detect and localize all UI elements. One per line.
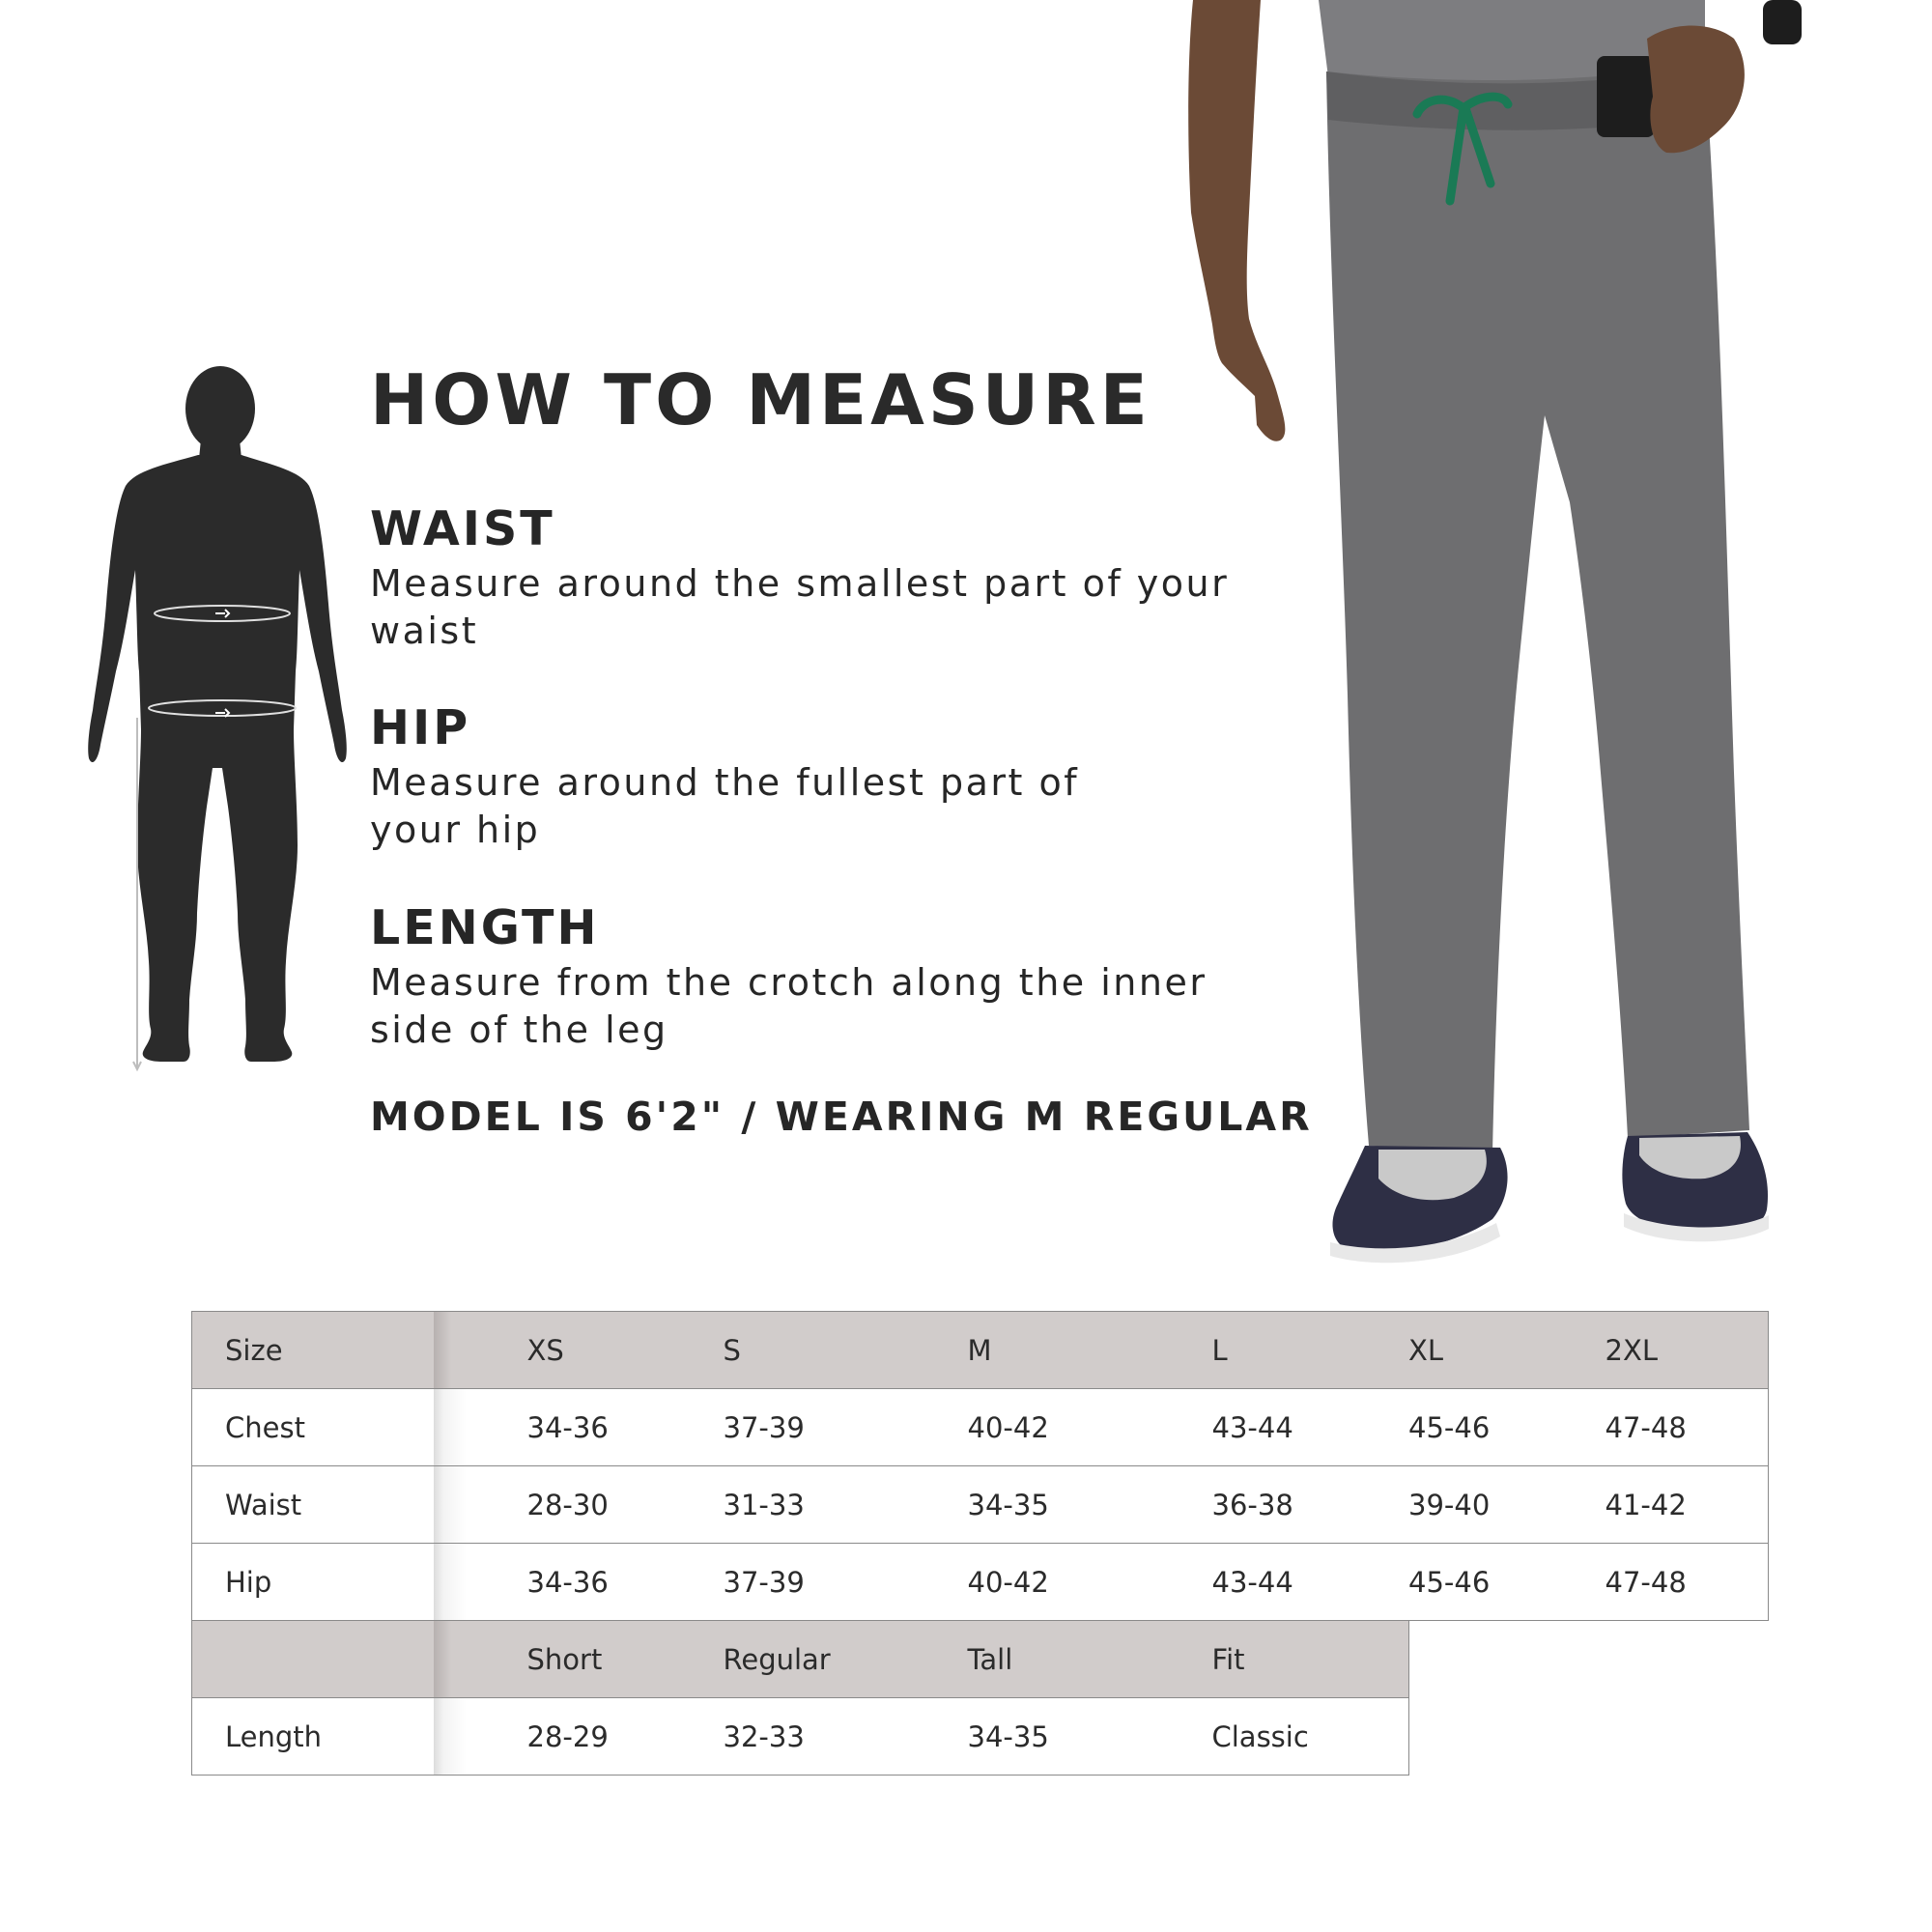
table-row bbox=[192, 1544, 1769, 1621]
table-header-cell: Size bbox=[192, 1312, 434, 1389]
table-cell: 47-48 bbox=[1605, 1544, 1769, 1621]
table-cell: 34-35 bbox=[968, 1466, 1212, 1544]
table-header-cell: Tall bbox=[968, 1621, 1212, 1698]
table-cell: 28-29 bbox=[434, 1698, 724, 1776]
empty-cell bbox=[1408, 1698, 1605, 1776]
table-header-cell: XL bbox=[1408, 1312, 1605, 1389]
table-header-cell: 2XL bbox=[1605, 1312, 1769, 1389]
table-cell: 43-44 bbox=[1212, 1389, 1409, 1466]
size-chart-table bbox=[191, 1311, 1769, 1776]
page-title: HOW TO MEASURE bbox=[370, 359, 1151, 440]
table-header-cell: L bbox=[1212, 1312, 1409, 1389]
table-cell: 40-42 bbox=[968, 1389, 1212, 1466]
model-note: MODEL IS 6'2" / WEARING M REGULAR bbox=[370, 1094, 1313, 1140]
table-header-row bbox=[192, 1312, 1769, 1389]
table-cell: Hip bbox=[192, 1544, 434, 1621]
table-row bbox=[192, 1466, 1769, 1544]
table-cell: 39-40 bbox=[1408, 1466, 1605, 1544]
table-cell: 37-39 bbox=[724, 1544, 968, 1621]
length-header-row bbox=[192, 1621, 1769, 1698]
table-header-cell: M bbox=[968, 1312, 1212, 1389]
hip-section bbox=[370, 701, 1278, 854]
table-header-cell: Short bbox=[434, 1621, 724, 1698]
hip-heading: HIP bbox=[370, 700, 471, 755]
table-cell: 36-38 bbox=[1212, 1466, 1409, 1544]
table-cell: Length bbox=[192, 1698, 434, 1776]
length-description: Measure from the crotch along the inner side of the leg bbox=[370, 961, 1208, 1051]
hip-description: Measure around the fullest part of your hip bbox=[370, 761, 1080, 851]
table-header-cell: XS bbox=[434, 1312, 724, 1389]
table-cell: 43-44 bbox=[1212, 1544, 1409, 1621]
table-header-cell: S bbox=[724, 1312, 968, 1389]
table-cell: 34-36 bbox=[434, 1389, 724, 1466]
empty-cell bbox=[1408, 1621, 1605, 1698]
table-cell: 45-46 bbox=[1408, 1389, 1605, 1466]
table-cell: 34-35 bbox=[968, 1698, 1212, 1776]
waist-description: Measure around the smallest part of your waist bbox=[370, 562, 1230, 652]
table-cell: 40-42 bbox=[968, 1544, 1212, 1621]
table-header-cell: Fit bbox=[1212, 1621, 1409, 1698]
length-heading: LENGTH bbox=[370, 900, 600, 955]
table-cell: 47-48 bbox=[1605, 1389, 1769, 1466]
waist-heading: WAIST bbox=[370, 501, 555, 556]
table-cell: 32-33 bbox=[724, 1698, 968, 1776]
table-row bbox=[192, 1389, 1769, 1466]
table-cell: Chest bbox=[192, 1389, 434, 1466]
table-cell: 37-39 bbox=[724, 1389, 968, 1466]
table-cell: 41-42 bbox=[1605, 1466, 1769, 1544]
length-section bbox=[370, 901, 1278, 1054]
empty-cell bbox=[1605, 1698, 1769, 1776]
table-cell: 45-46 bbox=[1408, 1544, 1605, 1621]
table-cell: 28-30 bbox=[434, 1466, 724, 1544]
empty-cell bbox=[1605, 1621, 1769, 1698]
table-cell: Waist bbox=[192, 1466, 434, 1544]
table-cell: Classic bbox=[1212, 1698, 1409, 1776]
length-row bbox=[192, 1698, 1769, 1776]
table-cell: 34-36 bbox=[434, 1544, 724, 1621]
table-cell: 31-33 bbox=[724, 1466, 968, 1544]
body-silhouette-icon bbox=[87, 362, 367, 1077]
table-header-cell bbox=[192, 1621, 434, 1698]
table-header-cell: Regular bbox=[724, 1621, 968, 1698]
waist-section bbox=[370, 502, 1278, 655]
